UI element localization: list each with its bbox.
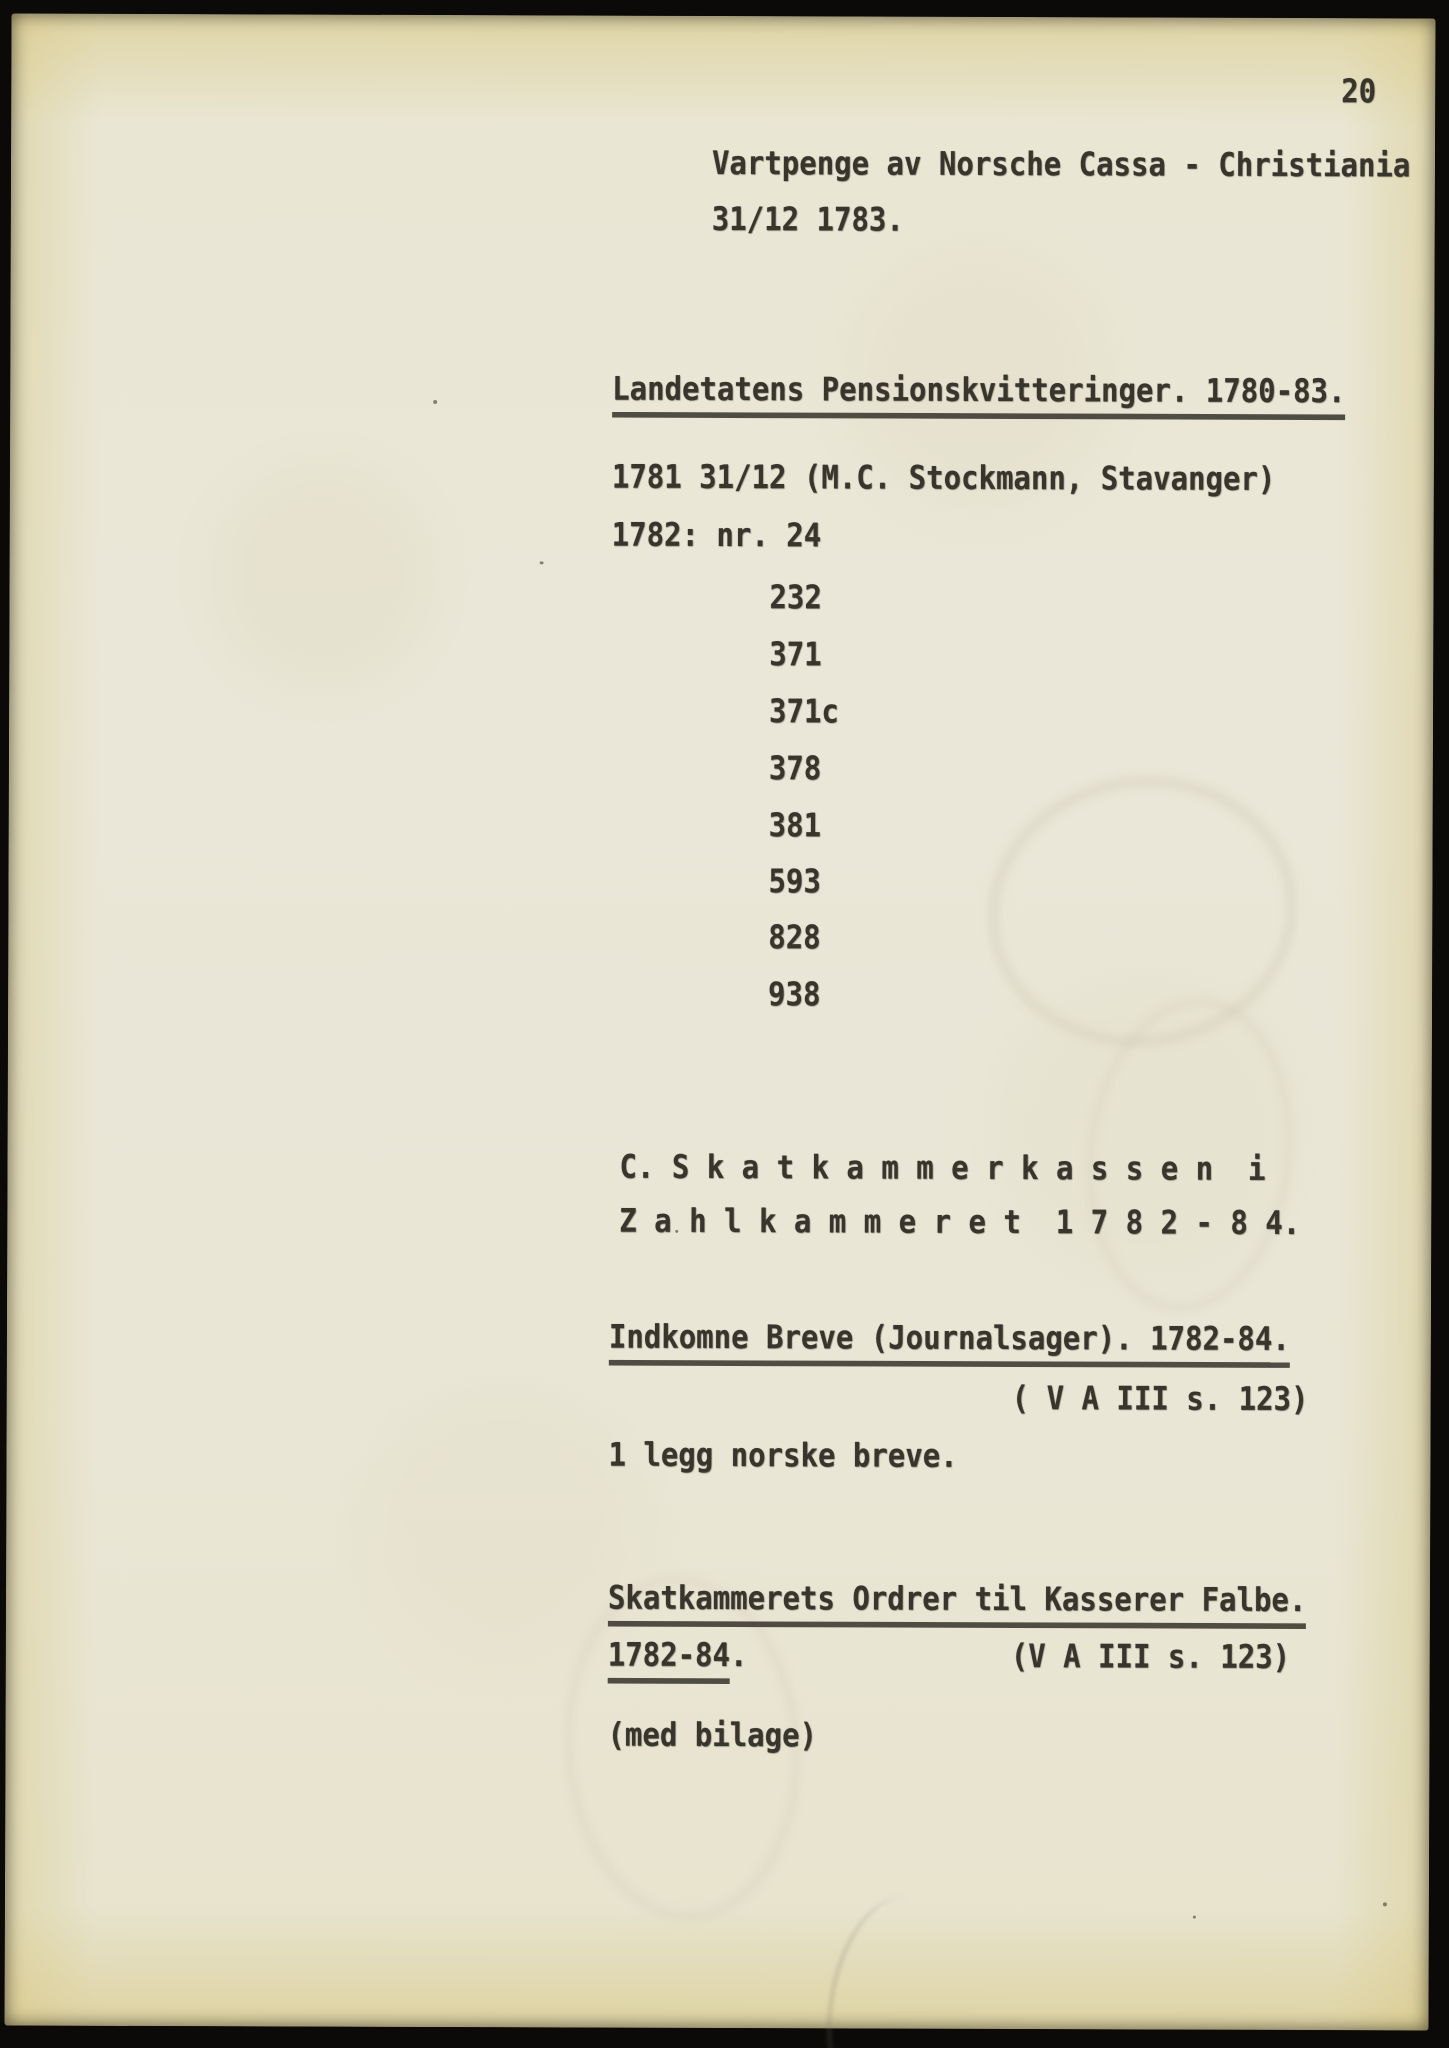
archive-reference: (V A III s. 123) [1010,1636,1291,1676]
receipt-number: 378 [768,748,822,788]
underlined-heading-text: Indkomne Breve (Journalsager). 1782-84. [609,1317,1290,1368]
receipt-number: 381 [768,805,822,845]
years-period: . [729,1635,748,1674]
dust-speck [1383,1902,1387,1906]
dust-speck [1193,1916,1196,1919]
doc-title-line-2: 31/12 1783. [711,199,904,239]
underlined-heading-text: Landetatens Pensionskvitteringer. 1780-83. [612,369,1345,420]
receipt-number: 371 [769,634,822,674]
section-heading-skatkammerets-ordrer [607,1578,1307,1619]
pencil-smudge [806,1886,968,2048]
section-heading-indkomne-breve [608,1317,1290,1358]
receipt-number: 371c [769,691,839,731]
section-heading-pensionskvitteringer [612,369,1346,411]
underlined-heading-text: Skatkammerets Ordrer til Kasserer Falbe. [608,1578,1307,1629]
section-heading-skatkammerkassen-line-2: Z a h l k a m m e r e t 1 7 8 2 - 8 4. [619,1201,1301,1242]
section-heading-skatkammerkassen-line-1: C. S k a t k a m m e r k a s s e n i [619,1147,1266,1188]
receipt-number: 593 [768,861,821,901]
section-years [607,1635,748,1674]
receipt-number: 938 [768,974,821,1014]
entry-line-1782: 1782: nr. 24 [611,515,822,555]
receipt-number: 828 [768,917,821,957]
page-number: 20 [1341,71,1377,111]
document-page [4,14,1435,2031]
content-note-norske-breve: 1 legg norske breve. [608,1435,958,1475]
dust-speck [540,561,544,564]
entry-line-1781: 1781 31/12 (M.C. Stockmann, Stavanger) [611,457,1276,498]
receipt-number: 232 [769,577,822,617]
underlined-years-text: 1782-84 [608,1635,730,1684]
doc-title-line-1: Vartpenge av Norsche Cassa - Christiania [711,143,1411,185]
bleed-through-mark [972,758,1314,1065]
dust-speck [433,400,437,404]
archive-reference: ( V A III s. 123) [1011,1378,1309,1418]
content-note-bilage: (med bilage) [607,1715,818,1755]
